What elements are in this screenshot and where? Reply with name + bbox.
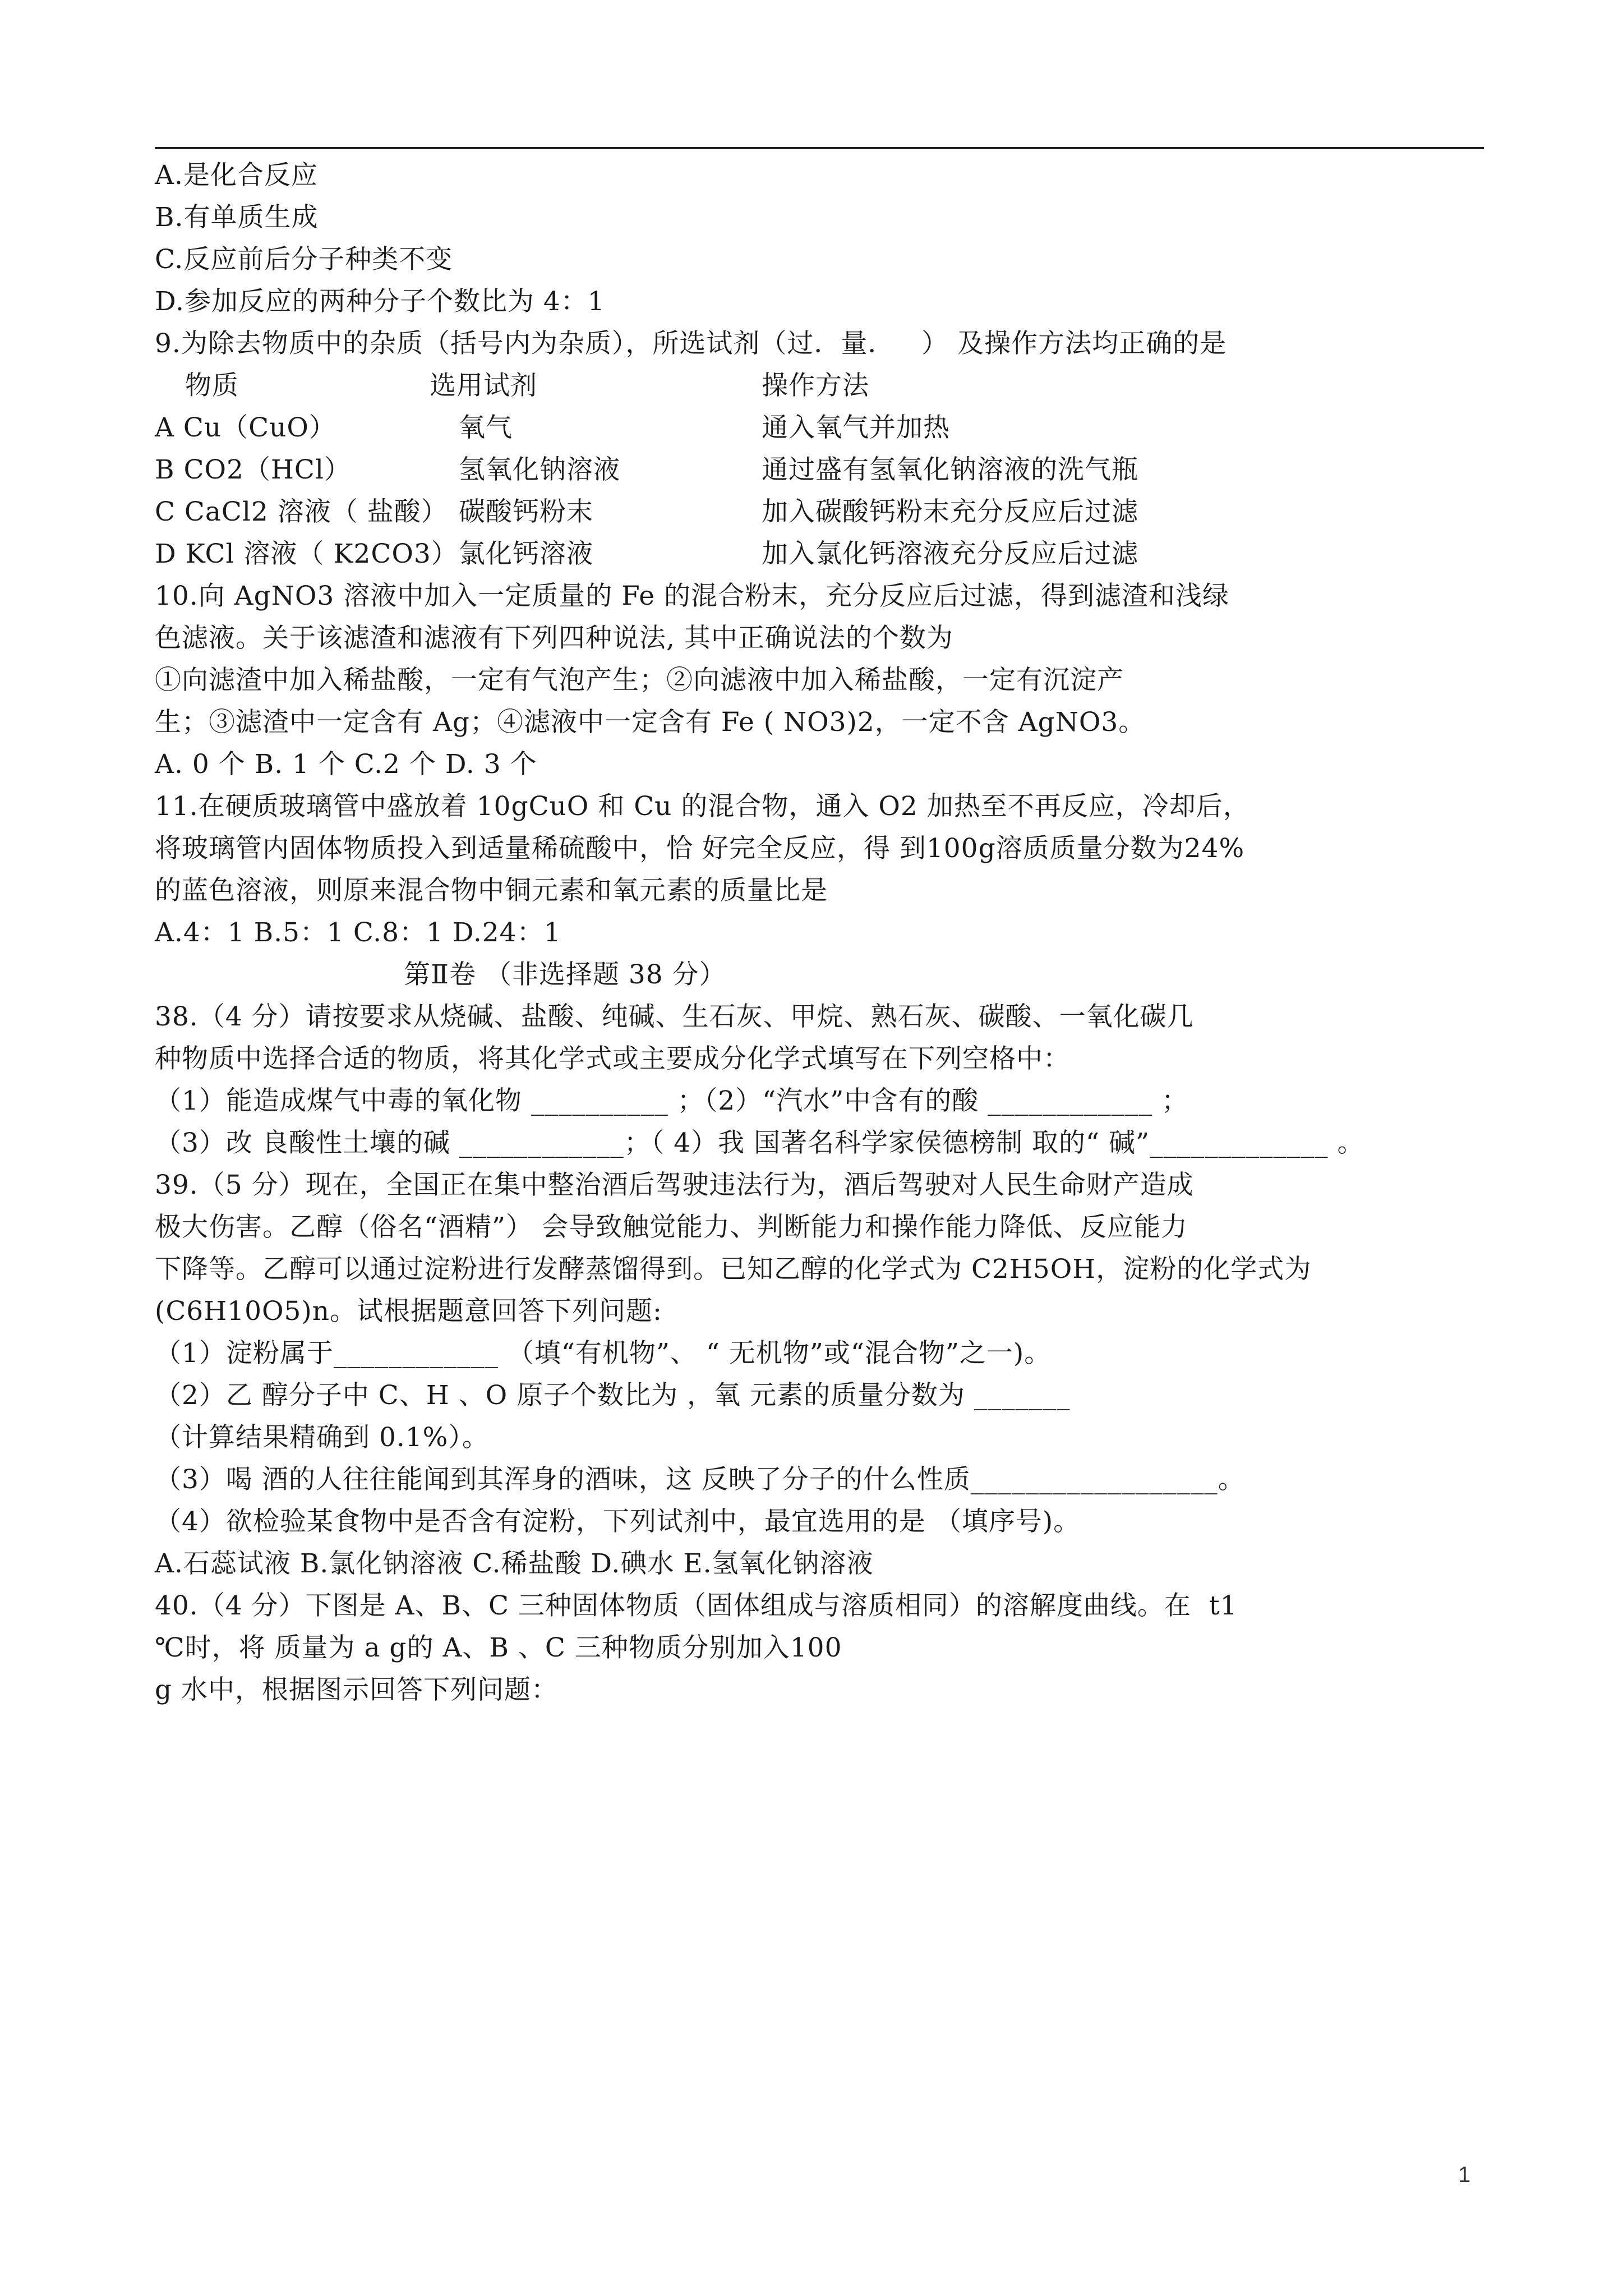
- q11-line-1: 11.在硬质玻璃管中盛放着 10gCuO 和 Cu 的混合物，通入 O2 加热至不再反应，冷却后，: [155, 791, 1250, 822]
- q8-option-c: C.反应前后分子种类不变: [155, 244, 453, 275]
- q38-line-4: （3）改 良酸性土壤的碱 ____________；（ 4）我 国著名科学家侯德榜制 取的“ 碱”_____________ 。: [155, 1128, 1364, 1158]
- q39-line-3: 下降等。乙醇可以通过淀粉进行发酵蒸馏得到。已知乙醇的化学式为 C2H5OH，淀粉的化学式为: [155, 1254, 1312, 1285]
- q9-row-d-substance: D KCl 溶液（ K2CO3）: [155, 539, 458, 569]
- q9-row-c-reagent: 碳酸钙粉末: [459, 496, 593, 527]
- page-number: 1: [1458, 2162, 1471, 2187]
- q9-row-a-reagent: 氧气: [459, 412, 513, 443]
- q9-row-b-substance: B CO2（HCl）: [155, 454, 351, 485]
- q9-row-d-reagent: 氯化钙溶液: [459, 539, 593, 569]
- q39-options: A.石蕊试液 B.氯化钠溶液 C.稀盐酸 D.碘水 E.氢氧化钠溶液: [155, 1548, 874, 1579]
- q40-line-3: g 水中，根据图示回答下列问题：: [155, 1674, 559, 1705]
- q9-row-a-method: 通入氧气并加热: [762, 412, 950, 443]
- q10-options: A. 0 个 B. 1 个 C.2 个 D. 3 个: [155, 749, 537, 780]
- q38-line-2: 种物质中选择合适的物质，将其化学式或主要成分化学式填写在下列空格中：: [155, 1043, 1070, 1074]
- q10-line-4: 生；③滤渣中一定含有 Ag；④滤液中一定含有 Fe ( NO3)2，一定不含 AgNO3。: [155, 707, 1146, 738]
- q8-option-d: D.参加反应的两种分子个数比为 4：1: [155, 286, 605, 317]
- q9-header-substance: 物质: [185, 370, 239, 401]
- q38-line-1: 38.（4 分）请按要求从烧碱、盐酸、纯碱、生石灰、甲烷、熟石灰、碳酸、一氧化碳几: [155, 1001, 1194, 1032]
- section-title: 第Ⅱ卷 （非选择题 38 分）: [404, 959, 726, 990]
- q9-row-b-method: 通过盛有氢氧化钠溶液的洗气瓶: [762, 454, 1138, 485]
- q9-header-method: 操作方法: [762, 370, 869, 401]
- q40-line-2: ℃时，将 质量为 a g的 A、B 、C 三种物质分别加入100: [155, 1632, 842, 1663]
- q11-line-3: 的蓝色溶液，则原来混合物中铜元素和氧元素的质量比是: [155, 875, 828, 906]
- q10-line-1: 10.向 AgNO3 溶液中加入一定质量的 Fe 的混合粉末，充分反应后过滤，得到滤渣和浅绿: [155, 581, 1229, 611]
- q9-row-d-method: 加入氯化钙溶液充分反应后过滤: [762, 539, 1138, 569]
- q11-options: A.4：1 B.5：1 C.8：1 D.24：1: [155, 917, 561, 948]
- q39-sub-2-note: （计算结果精确到 0.1%）。: [155, 1422, 489, 1453]
- q10-line-2: 色滤液。关于该滤渣和滤液有下列四种说法, 其中正确说法的个数为: [155, 623, 953, 654]
- q8-option-b: B.有单质生成: [155, 202, 319, 233]
- q11-line-2: 将玻璃管内固体物质投入到适量稀硫酸中，恰 好完全反应，得 到100g溶质质量分数为24%: [155, 833, 1245, 864]
- q9-stem: 9.为除去物质中的杂质（括号内为杂质），所选试剂（过．量． ） 及操作方法均正确的是: [155, 328, 1227, 359]
- q39-line-1: 39.（5 分）现在，全国正在集中整治酒后驾驶违法行为，酒后驾驶对人民生命财产造成: [155, 1170, 1194, 1200]
- q9-row-b-reagent: 氢氧化钠溶液: [459, 454, 620, 485]
- q9-header-reagent: 选用试剂: [430, 370, 537, 401]
- q8-option-a: A.是化合反应: [155, 160, 318, 191]
- q39-line-2: 极大伤害。乙醇（俗名“酒精”） 会导致触觉能力、判断能力和操作能力降低、反应能力: [155, 1212, 1188, 1243]
- q39-sub-2: （2）乙 醇分子中 C、H 、O 原子个数比为 ，氧 元素的质量分数为 _______: [155, 1380, 1071, 1411]
- q9-row-c-method: 加入碳酸钙粉末充分反应后过滤: [762, 496, 1138, 527]
- q39-sub-4: （4）欲检验某食物中是否含有淀粉，下列试剂中，最宜选用的是 （填序号)。: [155, 1506, 1081, 1537]
- q10-line-3: ①向滤渣中加入稀盐酸，一定有气泡产生；②向滤液中加入稀盐酸，一定有沉淀产: [155, 665, 1124, 696]
- q39-sub-1: （1）淀粉属于____________ （填“有机物”、 “ 无机物”或“混合物”之一)。: [155, 1338, 1052, 1369]
- q38-line-3: （1）能造成煤气中毒的氧化物 __________ ；（2）“汽水”中含有的酸 ____________ ；: [155, 1085, 1189, 1116]
- q39-line-4: (C6H10O5)n。试根据题意回答下列问题:: [155, 1296, 662, 1327]
- q40-line-1: 40.（4 分）下图是 A、B、C 三种固体物质（固体组成与溶质相同）的溶解度曲线。在 t1: [155, 1590, 1238, 1621]
- q9-row-a-substance: A Cu（CuO）: [155, 412, 336, 443]
- q9-row-c-substance: C CaCl2 溶液（ 盐酸）: [155, 496, 448, 527]
- q39-sub-3: （3）喝 酒的人往往能闻到其浑身的酒味，这 反映了分子的什么性质__________________。: [155, 1464, 1245, 1495]
- header-rule: [155, 147, 1484, 149]
